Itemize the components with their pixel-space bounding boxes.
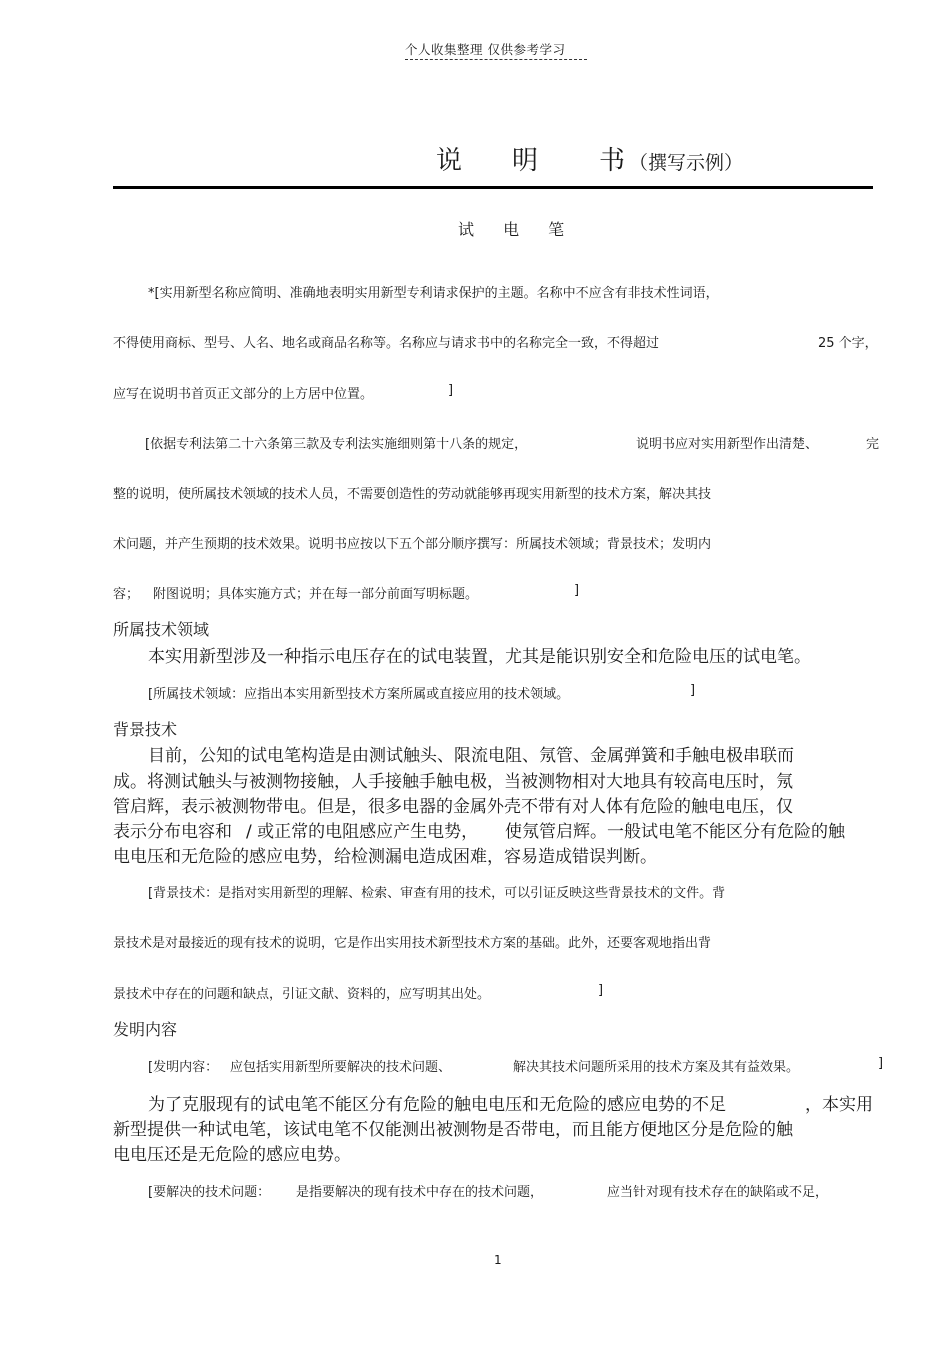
note-background-line-1: [背景技术：是指对实用新型的理解、检索、审查有用的技术，可以引证反映这些背景技术的文件。背: [148, 886, 726, 901]
note-name-line-2-end: 25 个字，: [818, 336, 878, 351]
note-basis-line-1: [依据专利法第二十六条第三款及专利法实施细则第十八条的规定，: [145, 437, 528, 452]
invention-name: 试 电 笔: [458, 220, 565, 239]
note-name-line-1: *[实用新型名称应简明、准确地表明实用新型专利请求保护的主题。名称中不应含有非技术性词语，: [148, 286, 719, 301]
section-heading-background: 背景技术: [113, 720, 178, 739]
note-basis-line-2: 整的说明，使所属技术领域的技术人员，不需要创造性的劳动就能够再现实用新型的技术方案，解决其技: [113, 487, 712, 502]
section-heading-field: 所属技术领域: [113, 620, 210, 639]
page-number: 1: [494, 1253, 502, 1267]
note-basis-line-3: 术问题，并产生预期的技术效果。说明书应按以下五个部分顺序撰写：所属技术领域；背景技术；发明内: [113, 537, 712, 552]
invention-line-2: 新型提供一种试电笔，该试电笔不仅能测出被测物是否带电，而且能方便地区分是危险的触: [113, 1120, 793, 1140]
note-basis-bracket: ]: [574, 583, 580, 598]
note-background-line-2: 景技术是对最接近的现有技术的说明，它是作出实用技术新型技术方案的基础。此外，还要客观地指出背: [113, 936, 712, 951]
running-header: 个人收集整理 仅供参考学习: [405, 42, 566, 57]
background-line-5: 电电压和无危险的感应电势，给检测漏电造成困难，容易造成错误判断。: [113, 847, 657, 867]
note-invention-end: 解决其技术问题所采用的技术方案及其有益效果。: [513, 1060, 800, 1075]
field-body: 本实用新型涉及一种指示电压存在的试电装置，尤其是能识别安全和危险电压的试电笔。: [148, 647, 811, 667]
note-field-bracket: ]: [690, 683, 696, 698]
note-basis-line-1-end: 完: [866, 437, 880, 452]
note-basis-line-1-mid: 说明书应对实用新型作出清楚、: [636, 437, 819, 452]
note-background-line-3: 景技术中存在的问题和缺点，引证文献、资料的，应写明其出处。: [113, 987, 491, 1002]
background-line-4: 表示分布电容和: [113, 822, 232, 842]
note-name-bracket: ]: [448, 383, 454, 398]
note-field: [所属技术领域：应指出本实用新型技术方案所属或直接应用的技术领域。: [148, 687, 570, 702]
note-name-line-3: 应写在说明书首页正文部分的上方居中位置。: [113, 387, 374, 402]
section-heading-invention: 发明内容: [113, 1020, 178, 1039]
invention-line-1-end: ，本实用: [805, 1095, 873, 1115]
note-basis-line-4: 容；: [113, 587, 140, 602]
background-line-3: 管启辉，表示被测物带电。但是，很多电器的金属外壳不带有对人体有危险的触电电压，仅: [113, 797, 793, 817]
note-problem-label: [要解决的技术问题：: [148, 1185, 271, 1200]
note-invention-mid: 应包括实用新型所要解决的技术问题、: [230, 1060, 452, 1075]
note-invention-bracket: ]: [878, 1056, 884, 1071]
title-char-3: 书: [599, 146, 626, 176]
note-invention-label: [发明内容：: [148, 1060, 219, 1075]
title-rule: [113, 186, 873, 189]
header-underline: [405, 59, 587, 60]
background-line-2: 成。将测试触头与被测物接触，人手接触手触电极，当被测物相对大地具有较高电压时，氖: [113, 772, 793, 792]
document-title: [436, 140, 743, 177]
title-char-1: 说: [436, 146, 463, 176]
title-subtitle: （撰写示例）: [629, 152, 744, 174]
invention-line-3: 电电压还是无危险的感应电势。: [113, 1145, 351, 1165]
note-background-bracket: ]: [598, 983, 604, 998]
background-line-1: 目前，公知的试电笔构造是由测试触头、限流电阻、氖管、金属弹簧和手触电极串联而: [148, 746, 794, 766]
note-name-line-2: 不得使用商标、型号、人名、地名或商品名称等。名称应与请求书中的名称完全一致，不得超过: [113, 336, 660, 351]
background-line-4-mid: / 或正常的电阻感应产生电势，: [246, 822, 479, 842]
background-line-4-end: 使氖管启辉。一般试电笔不能区分有危险的触: [505, 822, 845, 842]
title-char-2: 明: [512, 146, 539, 176]
note-basis-line-4-mid: 附图说明；具体实施方式；并在每一部分前面写明标题。: [153, 587, 479, 602]
note-problem-end: 应当针对现有技术存在的缺陷或不足，: [607, 1185, 829, 1200]
invention-line-1: 为了克服现有的试电笔不能区分有危险的触电电压和无危险的感应电势的不足: [148, 1095, 726, 1115]
note-problem-mid: 是指要解决的现有技术中存在的技术问题，: [296, 1185, 544, 1200]
